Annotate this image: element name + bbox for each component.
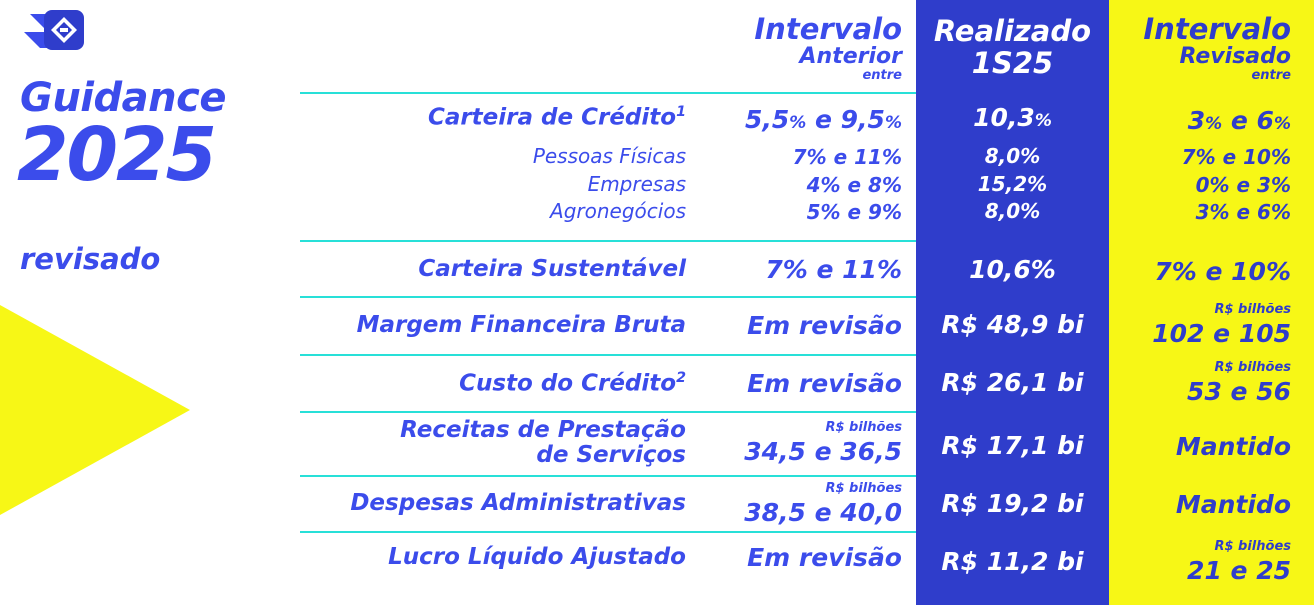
value-number: 5,5 (744, 105, 790, 134)
table-cell-realizado (916, 103, 1109, 132)
table-cell-anterior: 5% e 9% (806, 200, 902, 224)
table-cell-realizado: R$ 11,2 bi (941, 547, 1084, 576)
table-cell-anterior: 4% e 8% (806, 173, 902, 197)
value-unit: % (884, 113, 902, 133)
row-label-text: Custo do Crédito (459, 370, 677, 397)
table-row-label: Lucro Líquido Ajustado (388, 544, 686, 570)
table-cell-anterior-caption: R$ bilhões (825, 420, 902, 435)
row-separator (300, 531, 916, 533)
table-cell-realizado: R$ 19,2 bi (941, 489, 1084, 518)
row-label-footnote: 2 (676, 370, 686, 386)
header-anterior-line2: Anterior (799, 44, 902, 69)
table-cell-revisado-caption: R$ bilhões (1214, 302, 1291, 317)
row-separator (300, 411, 916, 413)
table-cell-realizado: R$ 26,1 bi (941, 368, 1084, 397)
table-cell-anterior-caption: R$ bilhões (825, 481, 902, 496)
table-cell-revisado: 7% e 10% (1181, 145, 1291, 169)
row-separator (300, 354, 916, 356)
value-unit: % (1273, 114, 1291, 134)
table-cell-revisado: 21 e 25 (1187, 556, 1291, 585)
row-label-line1: Receitas de Prestação (400, 417, 686, 443)
table-cell-realizado: 8,0% (984, 199, 1041, 223)
table-cell-realizado: 10,6% (969, 255, 1056, 284)
header-realizado-line2: 1S25 (971, 46, 1054, 80)
table-cell-revisado: Mantido (1175, 490, 1291, 519)
row-label-line2: de Serviços (536, 441, 686, 468)
table-row-label (300, 104, 686, 131)
row-label-footnote: 1 (676, 104, 686, 120)
header-revisado-line1: Intervalo (1143, 12, 1291, 46)
header-realizado-line1: Realizado (933, 14, 1092, 48)
table-cell-revisado: 0% e 3% (1195, 173, 1291, 197)
table-row-label: Carteira Sustentável (418, 256, 686, 282)
header-revisado-line3: entre (1251, 68, 1291, 83)
row-separator (300, 296, 916, 298)
page-subtitle: revisado (20, 242, 161, 276)
table-cell-revisado: 53 e 56 (1187, 377, 1291, 406)
table-cell-realizado: R$ 48,9 bi (941, 310, 1084, 339)
table-cell-revisado: 102 e 105 (1152, 319, 1291, 348)
header-anterior-line3: entre (862, 68, 902, 83)
table-cell-anterior: 7% e 11% (792, 145, 902, 169)
row-label-text: Carteira de Crédito (427, 104, 677, 131)
table-cell-realizado: 8,0% (984, 144, 1041, 168)
page-year: 2025 (17, 112, 215, 198)
table-cell-revisado-caption: R$ bilhões (1214, 360, 1291, 375)
page-title: Guidance (20, 75, 226, 121)
value-unit: % (1205, 114, 1223, 134)
table-cell-realizado: R$ 17,1 bi (941, 431, 1084, 460)
table-cell-anterior: 38,5 e 40,0 (744, 498, 902, 527)
table-row-label: Despesas Administrativas (350, 490, 686, 516)
table-cell-anterior: Em revisão (747, 369, 902, 398)
value-number: 9,5 (840, 105, 885, 134)
value-number: 6 (1256, 106, 1274, 135)
value-number: 3 (1187, 106, 1206, 135)
value-conjunction: e (1222, 106, 1257, 135)
table-cell-anterior: 7% e 11% (765, 255, 902, 284)
row-separator (300, 240, 916, 242)
table-row-label (300, 370, 686, 397)
table-cell-revisado: 7% e 10% (1154, 257, 1291, 286)
table-cell-revisado: Mantido (1175, 432, 1291, 461)
table-cell-anterior: 34,5 e 36,5 (744, 437, 902, 466)
header-revisado-line2: Revisado (1179, 44, 1291, 69)
table-cell-realizado: 15,2% (977, 172, 1048, 196)
row-separator (300, 475, 916, 477)
table-cell-anterior: Em revisão (747, 543, 902, 572)
value-unit: % (1034, 111, 1052, 131)
table-row-label: Margem Financeira Bruta (356, 312, 686, 338)
table-cell-anterior: Em revisão (747, 311, 902, 340)
value-unit: % (789, 113, 807, 133)
row-separator (300, 92, 916, 94)
table-row-label: Pessoas Físicas (532, 144, 686, 168)
table-cell-revisado-caption: R$ bilhões (1214, 539, 1291, 554)
table-row-label: Agronegócios (550, 199, 686, 223)
header-anterior-line1: Intervalo (754, 12, 902, 46)
table-row-label (300, 418, 686, 468)
table-cell-revisado (1109, 106, 1291, 135)
table-row-label: Empresas (587, 172, 686, 196)
table-cell-anterior (690, 105, 902, 134)
table-cell-revisado: 3% e 6% (1195, 200, 1291, 224)
value-conjunction: e (806, 105, 841, 134)
value-number: 10,3 (973, 103, 1035, 132)
